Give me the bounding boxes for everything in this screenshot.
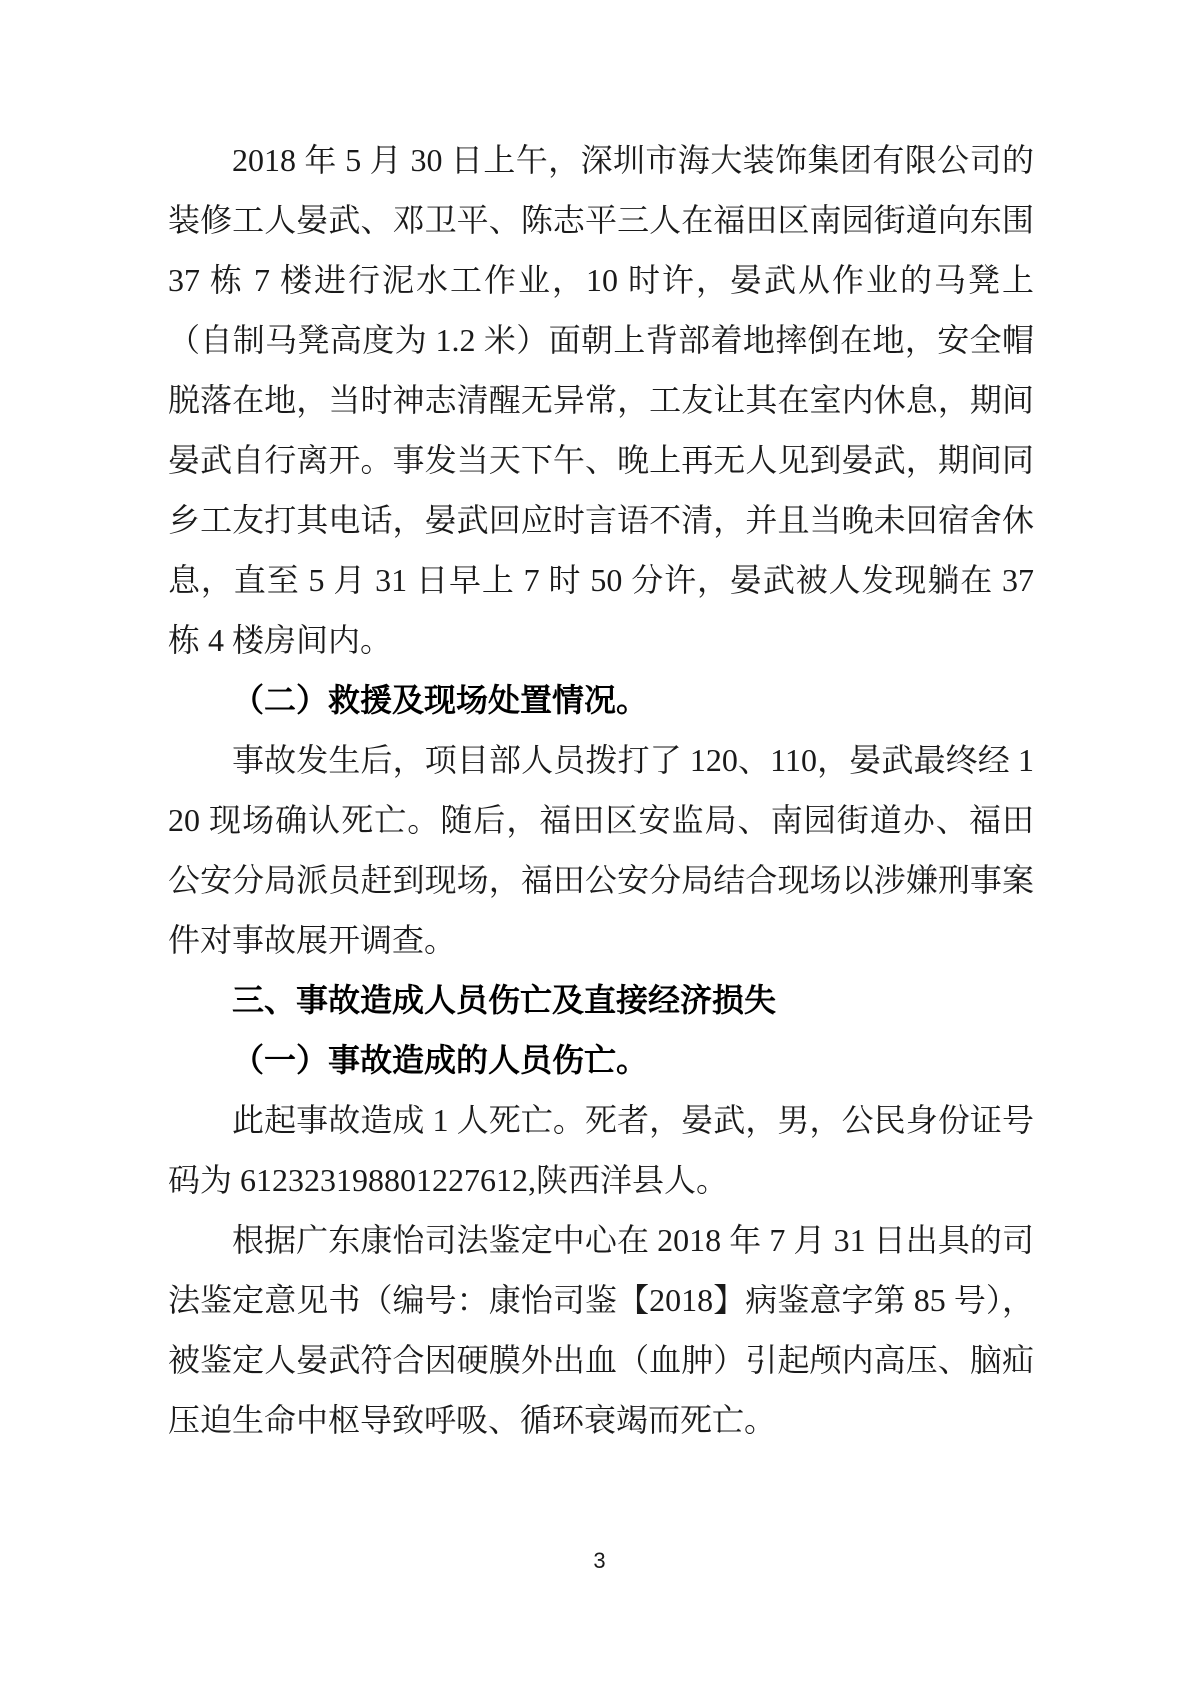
- paragraph-casualties: 此起事故造成 1 人死亡。死者，晏武，男，公民身份证号码为 612323198801227612,陕西洋县人。: [168, 1102, 1034, 1198]
- paragraph-rescue: 事故发生后，项目部人员拨打了 120、110，晏武最终经 120 现场确认死亡。随后，福田区安监局、南园街道办、福田公安分局派员赶到现场，福田公安分局结合现场以涉嫌刑事案件对事故展开调查。: [168, 742, 1034, 958]
- paragraph-forensic: 根据广东康怡司法鉴定中心在 2018 年 7 月 31 日出具的司法鉴定意见书（编号：康怡司鉴【2018】病鉴意字第 85 号），被鉴定人晏武符合因硬膜外出血（血肿）引起颅内高压、脑疝压迫生命中枢导致呼吸、循环衰竭而死亡。: [168, 1222, 1034, 1438]
- page-number: 3: [593, 1548, 606, 1573]
- page-content: [168, 130, 1034, 1450]
- heading-section-three: 三、事故造成人员伤亡及直接经济损失: [232, 982, 777, 1018]
- heading-rescue-disposal: （二）救援及现场处置情况。: [232, 682, 649, 718]
- heading-casualties: （一）事故造成的人员伤亡。: [232, 1042, 649, 1078]
- paragraph-accident-course: 2018 年 5 月 30 日上午，深圳市海大装饰集团有限公司的装修工人晏武、邓卫平、陈志平三人在福田区南园街道向东围 37 栋 7 楼进行泥水工作业，10 时许，晏武从作业的马凳上（自制马凳高度为 1.2 米）面朝上背部着地摔倒在地，安全帽脱落在地，当时神志清醒无异常，工友让其在室内休息，期间晏武自行离开。事发当天下午、晚上再无人见到晏武，期间同乡工友打其电话，晏武回应时言语不清，并且当晚未回宿舍休息，直至 5 月 31 日早上 7 时 50 分许，晏武被人发现躺在 37 栋 4 楼房间内。: [168, 142, 1034, 658]
